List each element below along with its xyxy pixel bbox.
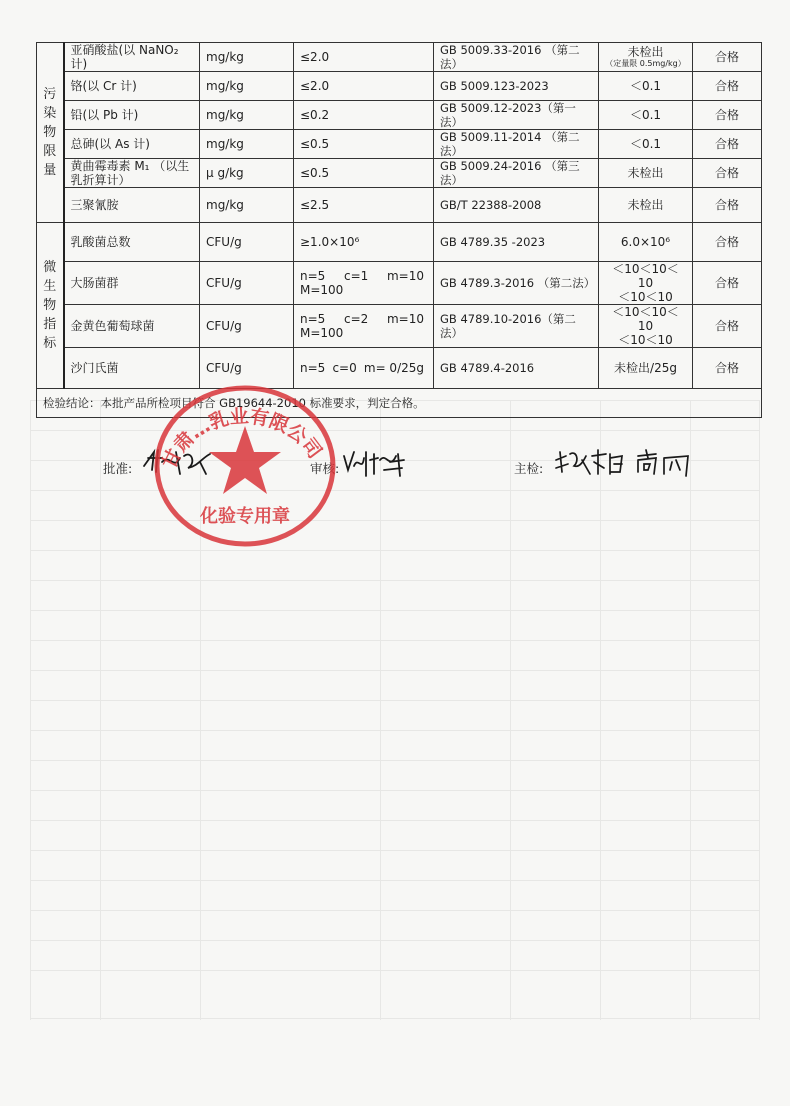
- item-result: ＜0.1: [599, 130, 693, 159]
- item-method: GB 5009.12-2023（第一法）: [434, 101, 599, 130]
- item-verdict: 合格: [693, 305, 762, 348]
- item-method: GB 5009.33-2016 （第二法）: [434, 43, 599, 72]
- chief-inspector-signature: [552, 446, 702, 480]
- item-name: 黄曲霉毒素 M₁ （以生乳折算计）: [64, 159, 200, 188]
- item-result: 未检出: [599, 159, 693, 188]
- table-row: [37, 43, 762, 72]
- item-standard: ≤2.5: [294, 188, 434, 223]
- item-result: 未检出 （定量限 0.5mg/kg）: [599, 43, 693, 72]
- item-unit: CFU/g: [200, 305, 294, 348]
- item-verdict: 合格: [693, 72, 762, 101]
- item-unit: mg/kg: [200, 130, 294, 159]
- item-unit: mg/kg: [200, 188, 294, 223]
- item-unit: CFU/g: [200, 262, 294, 305]
- item-unit: mg/kg: [200, 101, 294, 130]
- approve-label: 批准:: [103, 461, 133, 476]
- item-result: 未检出: [599, 188, 693, 223]
- item-name: 沙门氏菌: [64, 348, 200, 389]
- item-method: GB 4789.4-2016: [434, 348, 599, 389]
- seal-arc-text: 甘肃…乳业有限公司: [158, 405, 326, 473]
- item-standard: ≤0.5: [294, 159, 434, 188]
- item-verdict: 合格: [693, 159, 762, 188]
- item-verdict: 合格: [693, 262, 762, 305]
- item-verdict: 合格: [693, 43, 762, 72]
- table-row: [37, 223, 762, 262]
- item-standard: ≤2.0: [294, 43, 434, 72]
- item-verdict: 合格: [693, 101, 762, 130]
- item-result: 6.0×10⁶: [599, 223, 693, 262]
- table-row: [37, 305, 762, 348]
- item-name: 乳酸菌总数: [64, 223, 200, 262]
- item-method: GB 4789.35 -2023: [434, 223, 599, 262]
- item-method: GB/T 22388-2008: [434, 188, 599, 223]
- item-name: 亚硝酸盐(以 NaNO₂ 计): [64, 43, 200, 72]
- item-unit: mg/kg: [200, 72, 294, 101]
- conclusion-row: [37, 389, 762, 418]
- seal-star-icon: [209, 426, 281, 494]
- reviewer-signature: [340, 446, 412, 480]
- table-row: [37, 101, 762, 130]
- item-result: ＜0.1: [599, 101, 693, 130]
- item-standard: ≤2.0: [294, 72, 434, 101]
- item-name: 总砷(以 As 计): [64, 130, 200, 159]
- company-seal: [150, 382, 340, 550]
- item-name: 铅(以 Pb 计): [64, 101, 200, 130]
- item-method: GB 5009.24-2016 （第三法）: [434, 159, 599, 188]
- item-unit: mg/kg: [200, 43, 294, 72]
- item-standard: n=5 c=2 m=10 M=100: [294, 305, 434, 348]
- table-row: [37, 262, 762, 305]
- review-label: 审核:: [310, 461, 340, 476]
- item-unit: μ g/kg: [200, 159, 294, 188]
- item-standard: ≤0.5: [294, 130, 434, 159]
- item-unit: CFU/g: [200, 348, 294, 389]
- item-unit: CFU/g: [200, 223, 294, 262]
- item-method: GB 5009.123-2023: [434, 72, 599, 101]
- item-result: 未检出/25g: [599, 348, 693, 389]
- table-row: [37, 159, 762, 188]
- quantitation-limit: （定量限 0.5mg/kg）: [605, 59, 686, 68]
- item-standard: ≥1.0×10⁶: [294, 223, 434, 262]
- seal-bottom-text: 化验专用章: [200, 506, 290, 527]
- item-verdict: 合格: [693, 130, 762, 159]
- item-name: 金黄色葡萄球菌: [64, 305, 200, 348]
- item-method: GB 5009.11-2014 （第二法）: [434, 130, 599, 159]
- item-name: 大肠菌群: [64, 262, 200, 305]
- inspection-table: [36, 42, 762, 418]
- table-row: [37, 188, 762, 223]
- item-verdict: 合格: [693, 348, 762, 389]
- item-result: ＜10＜10＜10 ＜10＜10: [599, 305, 693, 348]
- item-verdict: 合格: [693, 188, 762, 223]
- group-label-contaminants: 污 染 物 限 量: [37, 43, 64, 223]
- table-row: [37, 130, 762, 159]
- item-standard: ≤0.2: [294, 101, 434, 130]
- item-standard: n=5 c=0 m= 0/25g: [294, 348, 434, 389]
- bleed-through: [30, 400, 760, 1020]
- item-verdict: 合格: [693, 223, 762, 262]
- table-row: [37, 348, 762, 389]
- inspection-conclusion: 检验结论：本批产品所检项目符合 GB19644-2010 标准要求，判定合格。: [37, 389, 762, 418]
- item-standard: n=5 c=1 m=10 M=100: [294, 262, 434, 305]
- item-name: 三聚氰胺: [64, 188, 200, 223]
- group-label-micro: 微 生 物 指 标: [37, 223, 64, 389]
- chief-inspector-label: 主检:: [514, 461, 544, 476]
- item-method: GB 4789.10-2016（第二法）: [434, 305, 599, 348]
- item-result: ＜10＜10＜10 ＜10＜10: [599, 262, 693, 305]
- table-row: [37, 72, 762, 101]
- item-result: ＜0.1: [599, 72, 693, 101]
- item-name: 铬(以 Cr 计): [64, 72, 200, 101]
- item-method: GB 4789.3-2016 （第二法）: [434, 262, 599, 305]
